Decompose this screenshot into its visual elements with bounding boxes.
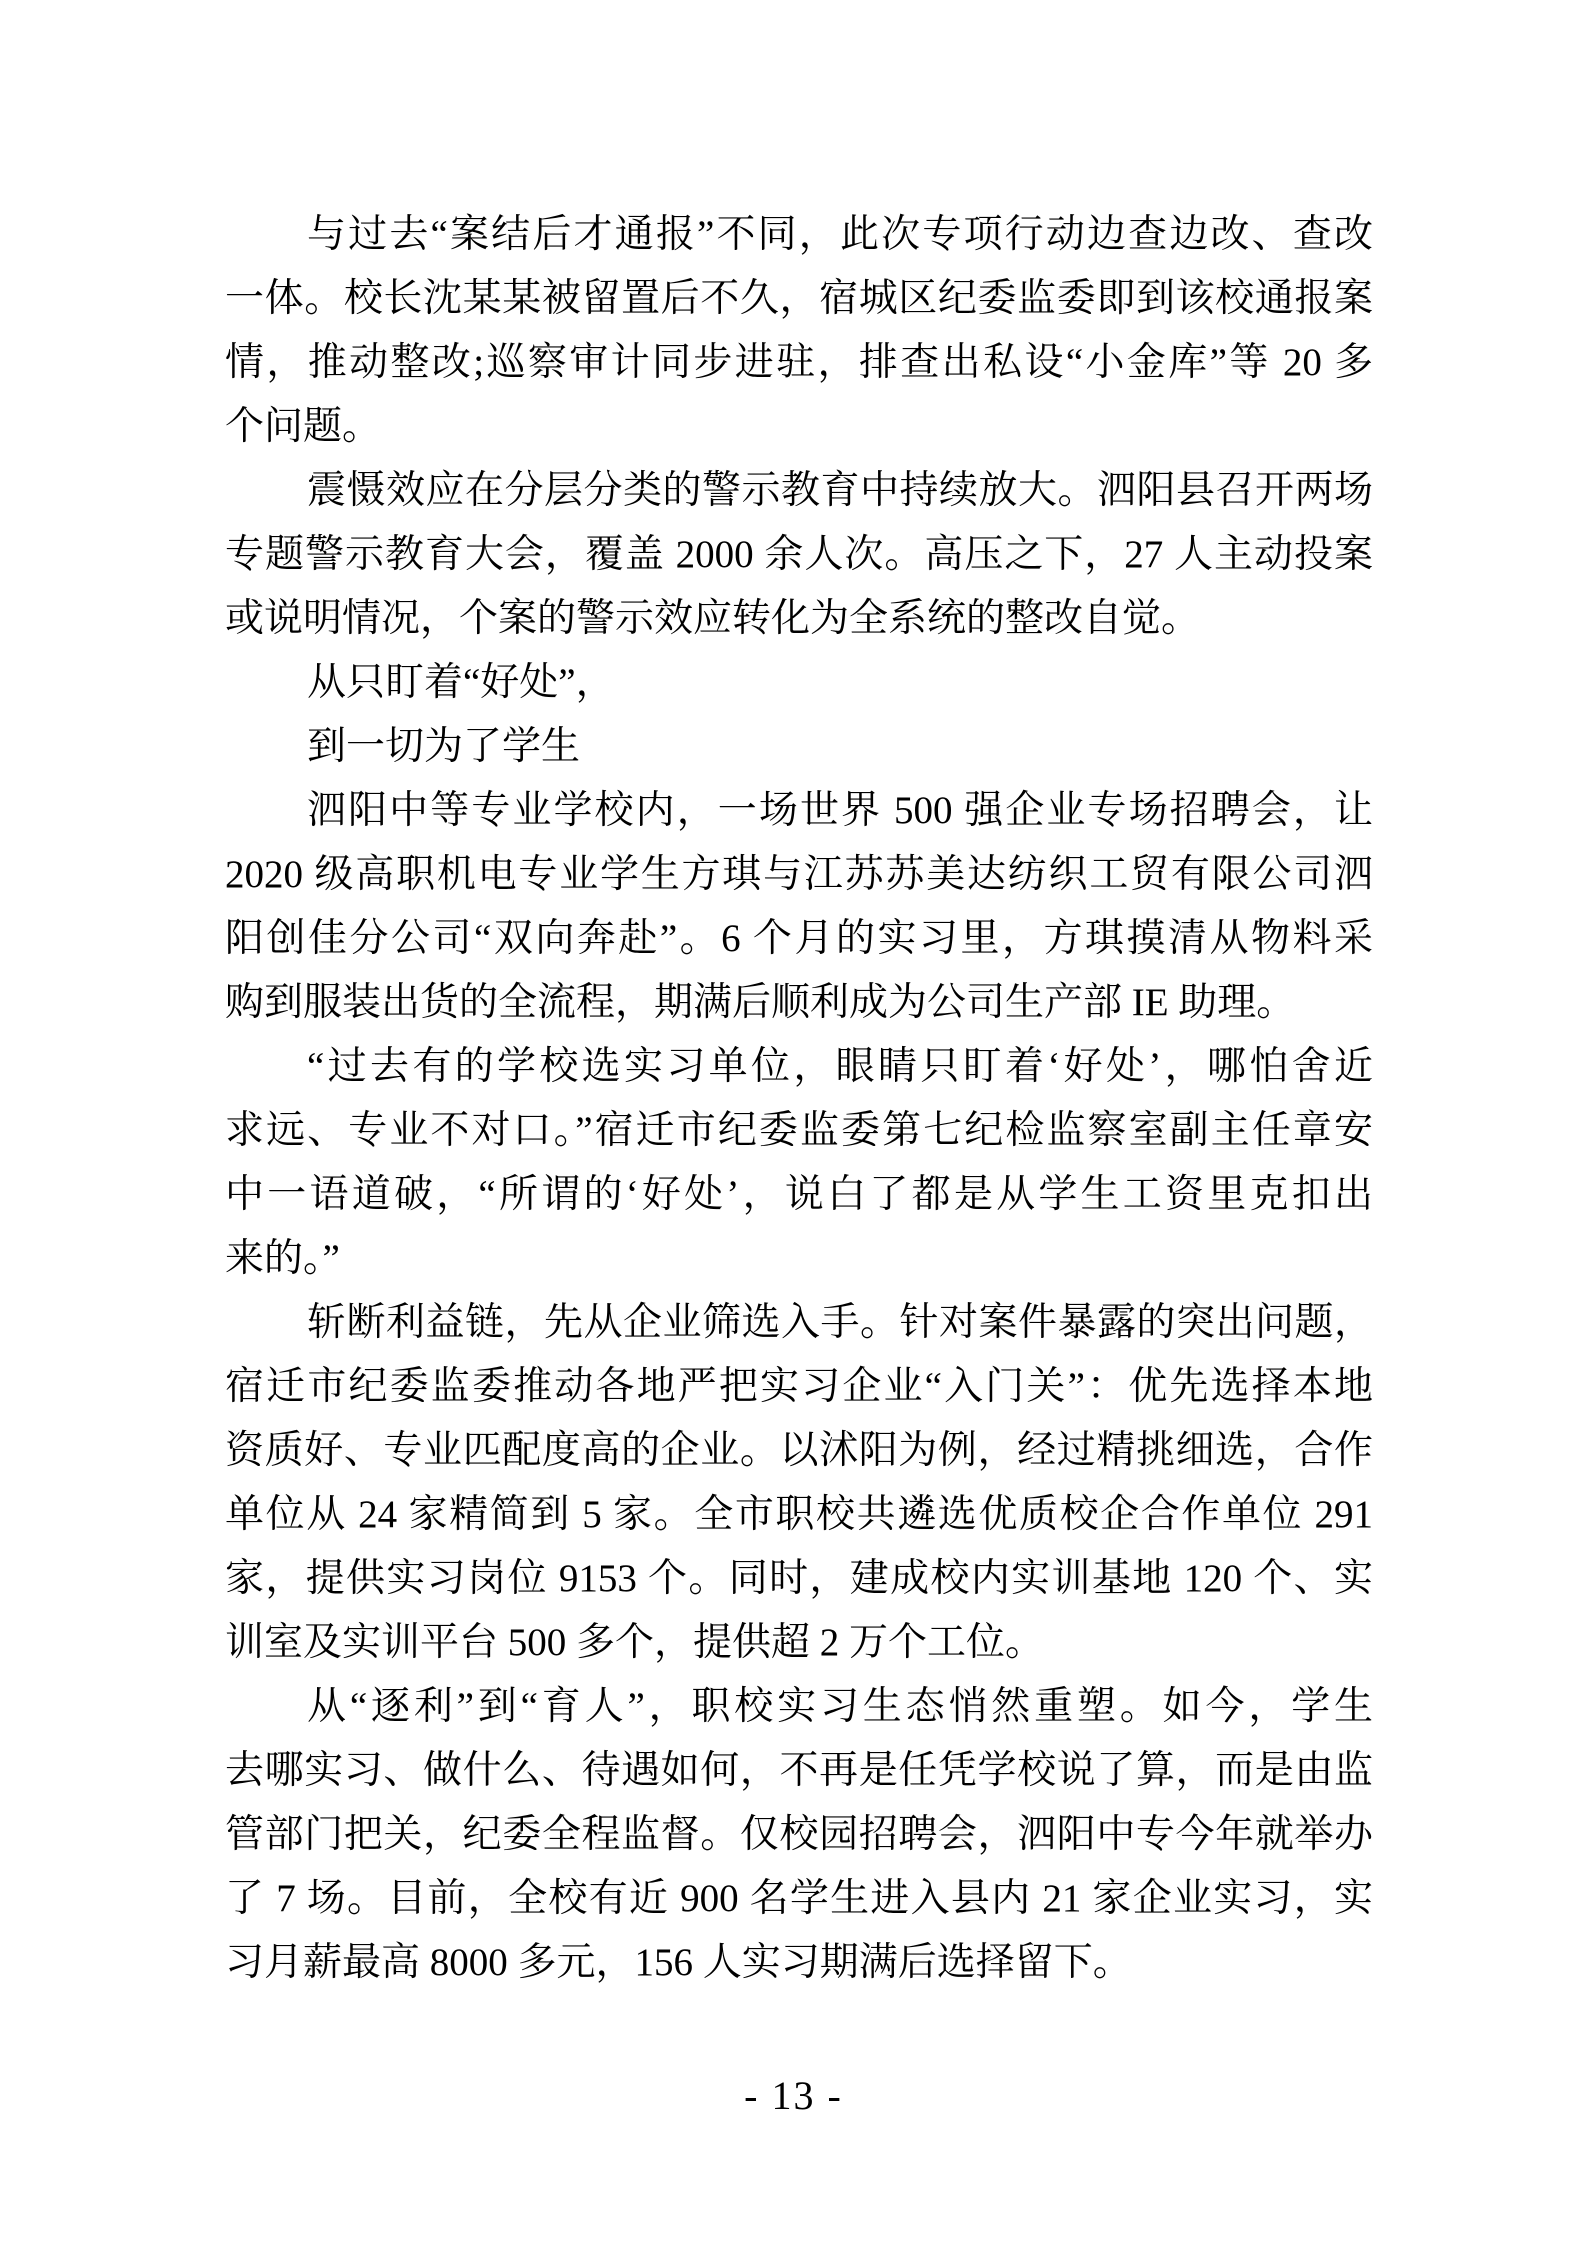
paragraph (225, 779, 1373, 1035)
text-line: 个问题。 (225, 405, 382, 448)
text-line: 从“逐利”到“育人”，职校实习生态悄然重塑。如今，学生 (307, 1685, 1373, 1728)
text-line: 训室及实训平台 500 多个，提供超 2 万个工位。 (225, 1621, 1045, 1664)
text-line: 购到服装出货的全流程，期满后顺利成为公司生产部 IE 助理。 (225, 981, 1296, 1024)
text-line: 中一语道破，“所谓的‘好处’，说白了都是从学生工资里克扣出 (225, 1173, 1373, 1216)
text-line: 从只盯着“好处”， (307, 661, 615, 704)
text-line: 来的。” (225, 1237, 340, 1280)
text-line: 专题警示教育大会，覆盖 2000 余人次。高压之下，27 人主动投案 (225, 533, 1373, 576)
text-line: 泗阳中等专业学校内，一场世界 500 强企业专场招聘会，让 (307, 789, 1373, 832)
text-line: 情，推动整改;巡察审计同步进驻，排查出私设“小金库”等 20 多 (225, 341, 1373, 384)
text-line: 管部门把关，纪委全程监督。仅校园招聘会，泗阳中专今年就举办 (225, 1813, 1373, 1856)
text-line: 家，提供实习岗位 9153 个。同时，建成校内实训基地 120 个、实 (225, 1557, 1373, 1600)
paragraph (225, 715, 1373, 779)
text-line: 阳创佳分公司“双向奔赴”。6 个月的实习里，方琪摸清从物料采 (225, 917, 1373, 960)
text-line: 到一切为了学生 (307, 725, 581, 768)
text-line: 宿迁市纪委监委推动各地严把实习企业“入门关”：优先选择本地 (225, 1365, 1373, 1408)
text-line: 或说明情况，个案的警示效应转化为全系统的整改自觉。 (225, 597, 1201, 640)
text-line: 单位从 24 家精简到 5 家。全市职校共遴选优质校企合作单位 291 (225, 1493, 1373, 1536)
page-footer (0, 2072, 1587, 2120)
text-line: 2020 级高职机电专业学生方琪与江苏苏美达纺织工贸有限公司泗 (225, 853, 1373, 896)
text-line: 了 7 场。目前，全校有近 900 名学生进入县内 21 家企业实习，实 (225, 1877, 1373, 1920)
text-line: 习月薪最高 8000 多元，156 人实习期满后选择留下。 (225, 1941, 1132, 1984)
paragraph (225, 459, 1373, 651)
page-number: - 13 - (744, 2073, 843, 2118)
text-line: 资质好、专业匹配度高的企业。以沭阳为例，经过精挑细选，合作 (225, 1429, 1373, 1472)
document-body (225, 203, 1373, 1995)
paragraph (225, 203, 1373, 459)
text-line: 与过去“案结后才通报”不同，此次专项行动边查边改、查改 (307, 213, 1373, 256)
text-line: 去哪实习、做什么、待遇如何，不再是任凭学校说了算，而是由监 (225, 1749, 1373, 1792)
paragraph (225, 1291, 1373, 1675)
text-line: “过去有的学校选实习单位，眼睛只盯着‘好处’，哪怕舍近 (307, 1045, 1373, 1088)
text-line: 一体。校长沈某某被留置后不久，宿城区纪委监委即到该校通报案 (225, 277, 1373, 320)
text-line: 震慑效应在分层分类的警示教育中持续放大。泗阳县召开两场 (307, 469, 1373, 512)
paragraph (225, 651, 1373, 715)
paragraph (225, 1035, 1373, 1291)
text-line: 求远、专业不对口。”宿迁市纪委监委第七纪检监察室副主任章安 (225, 1109, 1373, 1152)
paragraph (225, 1675, 1373, 1995)
text-line: 斩断利益链，先从企业筛选入手。针对案件暴露的突出问题， (307, 1301, 1373, 1344)
